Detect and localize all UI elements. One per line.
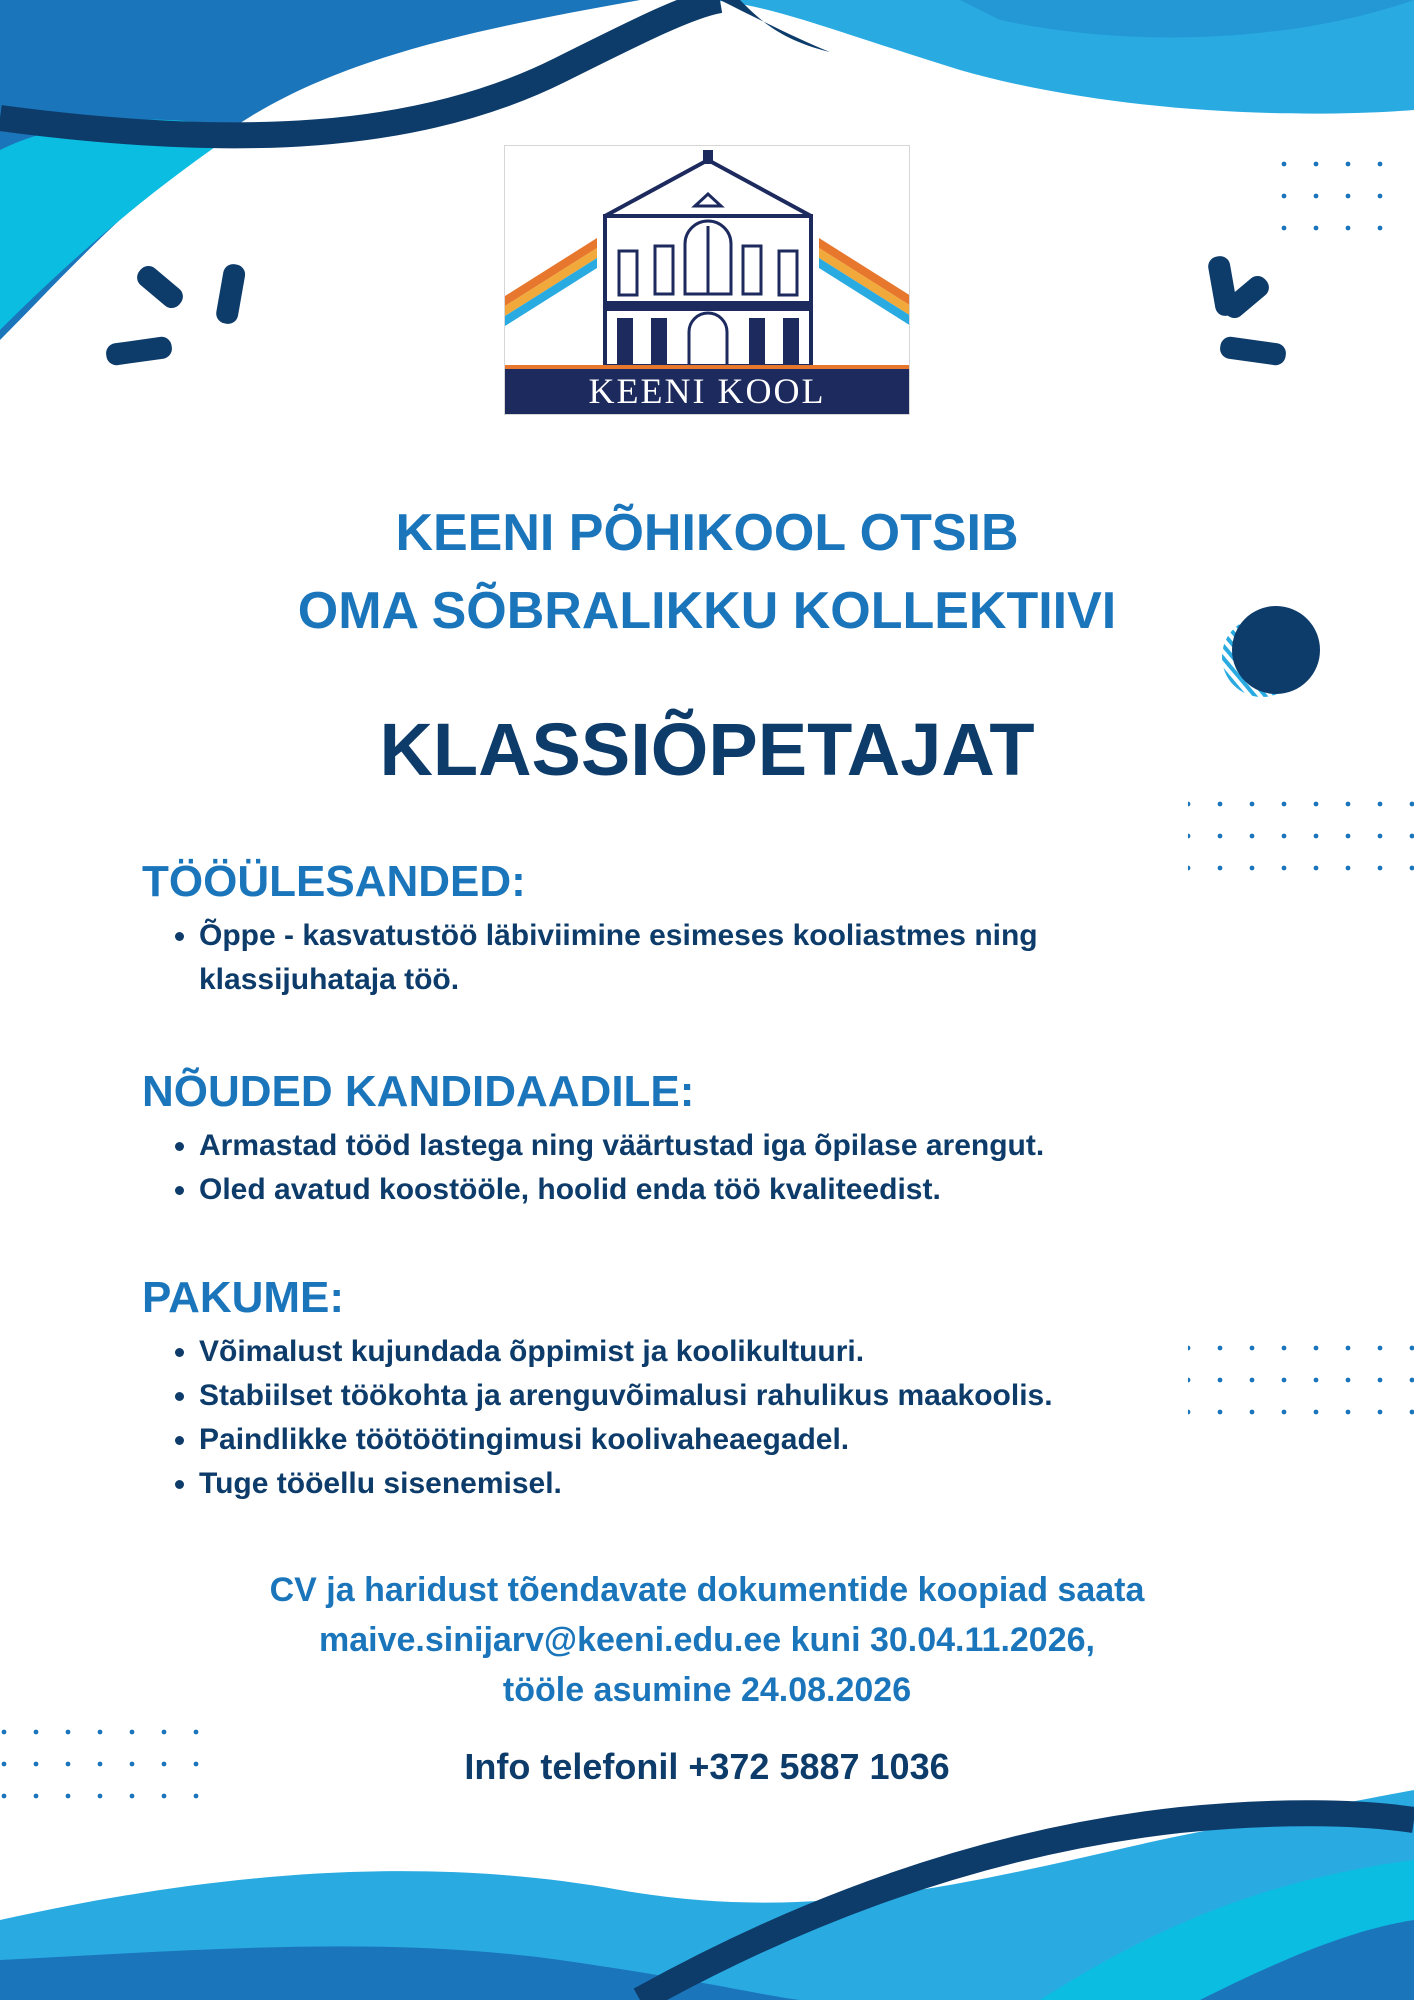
school-logo [504, 145, 910, 415]
task-list [142, 914, 1142, 1002]
start-date-line: tööle asumine 24.08.2026 [502, 1671, 912, 1709]
logo-text: KEENI KOOL [588, 371, 826, 411]
list-item: • Paindlikke töötöötingimusi koolivaheaegadel. [199, 1418, 1142, 1462]
heading-line-2: OMA SÕBRALIKKU KOLLEKTIIVI [297, 582, 1117, 640]
section-requirements [142, 1064, 1142, 1212]
position-title: KLASSIÕPETAJAT [379, 708, 1035, 791]
requirements-list [142, 1124, 1142, 1212]
section-offer [142, 1270, 1142, 1506]
sparkle-left [105, 262, 247, 367]
section-title-tasks: TÖÖÜLESANDED: [142, 857, 526, 906]
page-heading [0, 494, 1414, 650]
sparkle-right [1207, 255, 1288, 367]
section-tasks [142, 854, 1142, 1002]
heading-line-1: KEENI PÕHIKOOL OTSIB [395, 504, 1019, 562]
list-item: • Õppe - kasvatustöö läbiviimine esimeses kooliastmes ning klassijuhataja töö. [199, 914, 1142, 1002]
section-title-offer: PAKUME: [142, 1273, 345, 1322]
dot-grid-mid-right [1188, 792, 1414, 892]
list-item: • Stabiilset töökohta ja arenguvõimalusi rahulikus maakoolis. [199, 1374, 1142, 1418]
list-item: • Võimalust kujundada õppimist ja koolikultuuri. [199, 1330, 1142, 1374]
list-item: • Armastad tööd lastega ning väärtustad iga õpilase arengut. [199, 1124, 1142, 1168]
phone-info[interactable]: Info telefonil +372 5887 1036 [464, 1746, 950, 1787]
offer-list [142, 1330, 1142, 1506]
dot-grid-top-right [1270, 142, 1398, 242]
list-item: • Tuge tööellu sisenemisel. [199, 1462, 1142, 1506]
section-title-requirements: NÕUDED KANDIDAADILE: [142, 1067, 695, 1116]
dot-grid-lower-right [1188, 1336, 1414, 1436]
application-line-1: CV ja haridust tõendavate dokumentide koopiad saata [269, 1571, 1145, 1609]
application-info [0, 1565, 1414, 1715]
list-item: • Oled avatud koostööle, hoolid enda töö kvaliteedist. [199, 1168, 1142, 1212]
application-email-line[interactable]: maive.sinijarv@keeni.edu.ee kuni 30.04.11.2026, [319, 1621, 1095, 1659]
